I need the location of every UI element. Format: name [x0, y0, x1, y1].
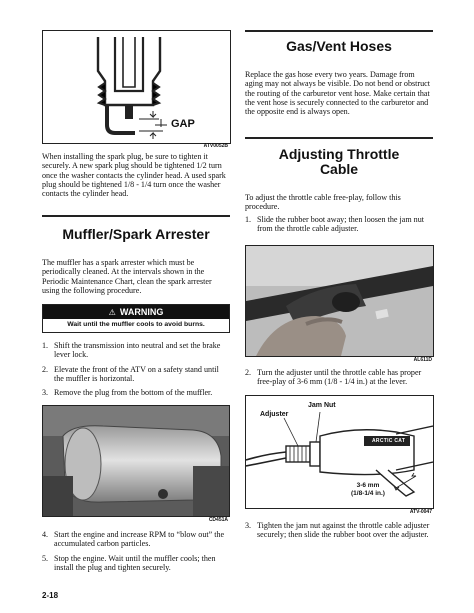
warning-box	[42, 304, 230, 333]
muffler-steps	[42, 341, 230, 397]
list-item: 3. Tighten the jam nut against the throttle cable adjuster securely; then slide the rubber boot over the adjuster.	[245, 521, 430, 540]
heading-rule	[245, 30, 433, 32]
spark-plug-paragraph: When installing the spark plug, be sure to tighten it securely. A new spark plug should be tightened 1/2 turn once the washer contacts the cylinder head. A used spark plug should be tightened 1/8 - 1/4 turn once the washer contacts the cylinder head.	[42, 152, 226, 199]
free-play-measurement: 3-6 mm (1/8-1/4 in.)	[351, 482, 385, 497]
muffler-intro: The muffler has a spark arrester which must be periodically cleaned. At the intervals shown in the Periodic Maintenance Chart, clean the spark arrester using the following procedure.	[42, 258, 212, 295]
warning-title: WARNING	[119, 307, 164, 317]
warning-banner	[43, 305, 229, 319]
figure-code: ATV0052B	[203, 143, 228, 149]
spark-plug-illustration	[43, 31, 230, 143]
list-item: 4. Start the engine and increase RPM to “blow out” the accumulated carbon particles.	[42, 530, 225, 549]
throttle-diagram	[245, 395, 434, 509]
heading-rule	[42, 215, 230, 217]
throttle-photo-image	[246, 246, 433, 356]
muffler-photo-image	[43, 406, 229, 516]
warning-text: Wait until the muffler cools to avoid burns.	[67, 321, 205, 328]
adjuster-label: Adjuster	[260, 411, 289, 418]
heading-rule	[245, 137, 433, 139]
jam-nut-label: Jam Nut	[308, 402, 336, 409]
list-item: 2. Turn the adjuster until the throttle cable has proper free-play of 3-6 mm (1/8 - 1/4 in.) at the lever.	[245, 368, 422, 387]
list-item: 5. Stop the engine. Wait until the muffler cools; then install the plug and tighten securely.	[42, 553, 216, 572]
throttle-intro: To adjust the throttle cable free-play, follow this procedure.	[245, 193, 401, 212]
muffler-photo	[42, 405, 230, 517]
muffler-steps-continued	[42, 530, 230, 572]
warning-triangle-icon: ⚠	[108, 307, 116, 317]
section-heading-muffler: Muffler/Spark Arrester	[62, 226, 210, 242]
list-item: 1. Shift the transmission into neutral and set the brake lever lock.	[42, 341, 221, 360]
section-heading-gas-vent: Gas/Vent Hoses	[286, 38, 392, 54]
gas-vent-paragraph: Replace the gas hose every two years. Damage from aging may not always be visible. Do not bend or obstruct the routing of the carburetor vent hose. Make certain that the vent hose is securely connected to the carburetor and the opposite end is always open.	[245, 70, 430, 117]
diagram-code: ATV-0047	[409, 509, 432, 515]
brand-label: ARCTIC CAT	[372, 438, 406, 444]
photo-code: CD451A	[208, 517, 228, 523]
spark-plug-figure	[42, 30, 231, 144]
list-item: 3. Remove the plug from the bottom of the muffler.	[42, 388, 213, 398]
list-item: 1. Slide the rubber boot away; then loosen the jam nut from the throttle cable adjuster.	[245, 215, 425, 234]
list-item: 2. Elevate the front of the ATV on a safety stand until the muffler is horizontal.	[42, 364, 219, 383]
throttle-photo	[245, 245, 434, 357]
page-number: 2-18	[42, 591, 59, 600]
gap-label: GAP	[171, 118, 195, 130]
section-heading-throttle: Adjusting Throttle Cable	[278, 146, 400, 177]
photo-code: AL611D	[413, 357, 432, 363]
